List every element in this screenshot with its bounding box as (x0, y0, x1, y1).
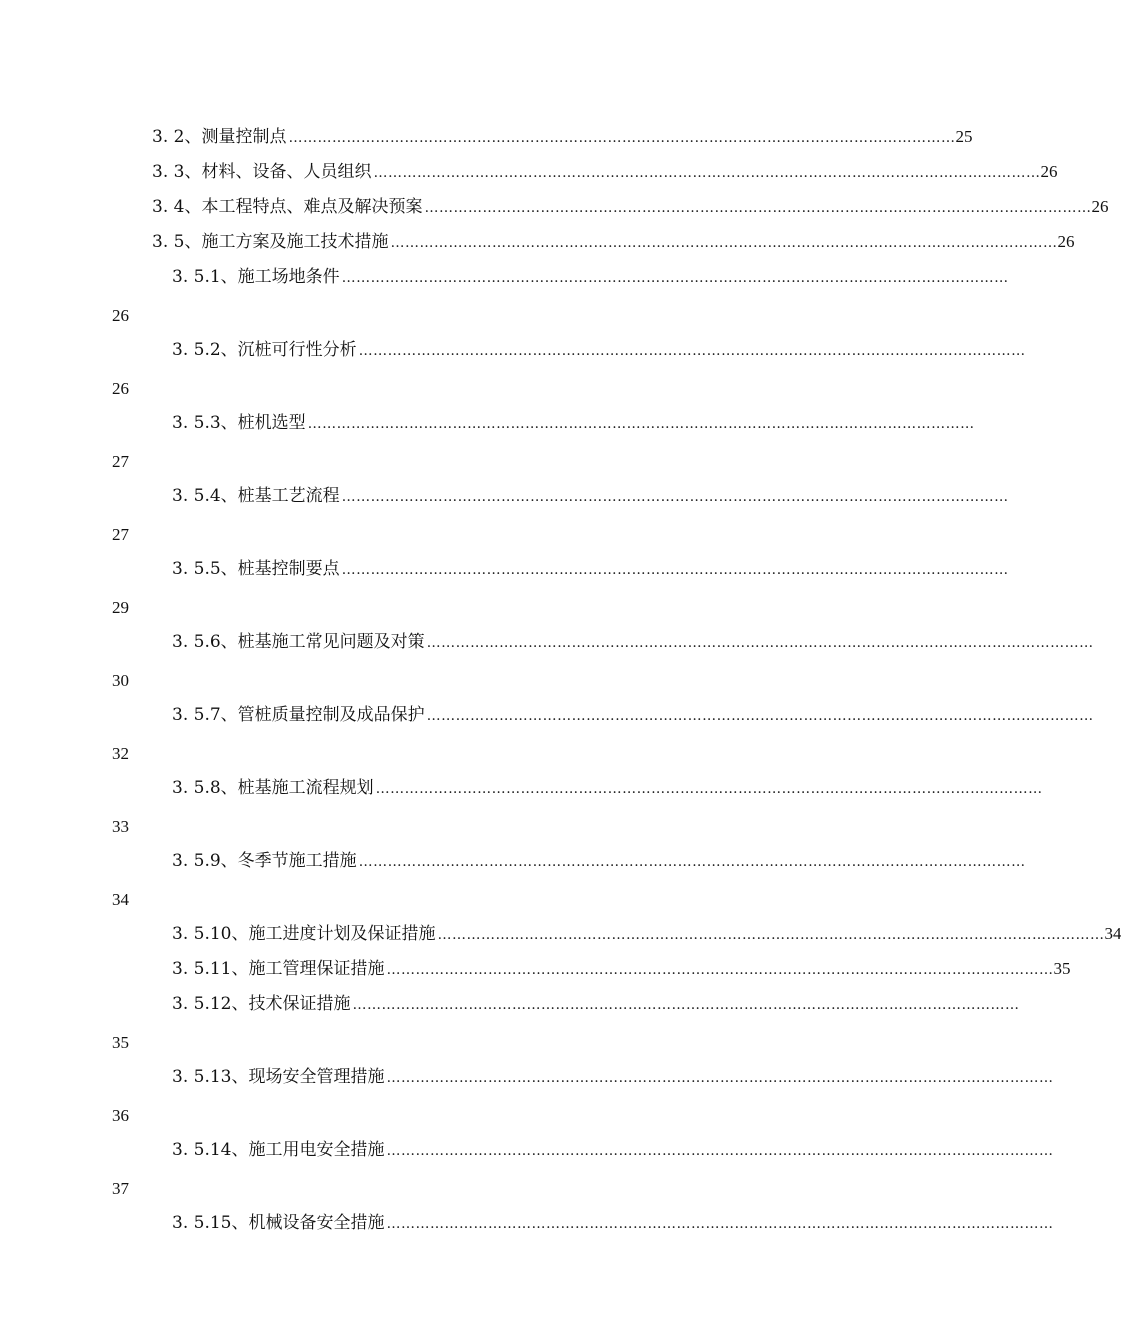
toc-entry-label: 3. 5.10、施工进度计划及保证措施 (172, 924, 436, 944)
toc-entry[interactable] (172, 1065, 1054, 1089)
toc-page-number: 30 (112, 671, 129, 690)
toc-page-number: 37 (112, 1179, 129, 1198)
toc-page-number: 25 (955, 127, 973, 146)
toc-page-number: 26 (1091, 197, 1109, 216)
toc-page-number: 29 (112, 598, 129, 617)
toc-entry[interactable] (172, 957, 1071, 981)
toc-leader-dots: ………………………………………………………………………………………………………………………… (341, 562, 1009, 578)
toc-leader-dots: ………………………………………………………………………………………………………………………… (358, 343, 1026, 359)
toc-entry-label: 3. 5.6、桩基施工常见问题及对策 (172, 632, 425, 652)
toc-entry-label: 3. 4、本工程特点、难点及解决预案 (152, 197, 423, 217)
toc-leader-dots: ………………………………………………………………………………………………………………………… (386, 1216, 1054, 1232)
toc-leader-dots: ………………………………………………………………………………………………………………………… (386, 1143, 1054, 1159)
toc-entry-label: 3. 5.2、沉桩可行性分析 (172, 340, 357, 360)
toc-entry[interactable] (152, 230, 1075, 254)
toc-page-number: 27 (112, 452, 129, 471)
toc-leader-dots: ………………………………………………………………………………………………………………………… (424, 200, 1092, 216)
toc-entry[interactable] (172, 557, 1009, 581)
toc-entry[interactable] (152, 125, 973, 149)
toc-entry-label: 3. 5.7、管桩质量控制及成品保护 (172, 705, 425, 725)
toc-leader-dots: ………………………………………………………………………………………………………………………… (390, 235, 1058, 251)
toc-entry[interactable] (152, 195, 1109, 219)
toc-page-number: 35 (1053, 959, 1071, 978)
toc-leader-dots: ………………………………………………………………………………………………………………………… (352, 997, 1020, 1013)
toc-page-number: 27 (112, 525, 129, 544)
toc-entry-label: 3. 5.5、桩基控制要点 (172, 559, 340, 579)
toc-leader-dots: ………………………………………………………………………………………………………………………… (341, 270, 1009, 286)
toc-entry[interactable] (172, 1211, 1054, 1235)
toc-entry-label: 3. 5.12、技术保证措施 (172, 994, 351, 1014)
toc-entry-label: 3. 5.4、桩基工艺流程 (172, 486, 340, 506)
toc-entry[interactable] (172, 484, 1009, 508)
toc-page-number: 33 (112, 817, 129, 836)
toc-leader-dots: ………………………………………………………………………………………………………………………… (341, 489, 1009, 505)
toc-entry-label: 3. 5.8、桩基施工流程规划 (172, 778, 374, 798)
toc-entry-label: 3. 5.1、施工场地条件 (172, 267, 340, 287)
toc-entry-label: 3. 5.14、施工用电安全措施 (172, 1140, 385, 1160)
toc-leader-dots: ………………………………………………………………………………………………………………………… (358, 854, 1026, 870)
toc-entry[interactable] (172, 630, 1094, 654)
toc-leader-dots: ………………………………………………………………………………………………………………………… (373, 165, 1041, 181)
toc-entry[interactable] (172, 338, 1026, 362)
toc-entry[interactable] (172, 1138, 1054, 1162)
toc-entry-label: 3. 5.3、桩机选型 (172, 413, 306, 433)
toc-entry-label: 3. 5、施工方案及施工技术措施 (152, 232, 389, 252)
toc-entry-label: 3. 5.13、现场安全管理措施 (172, 1067, 385, 1087)
toc-page-number: 26 (1057, 232, 1075, 251)
toc-page-number: 36 (112, 1106, 129, 1125)
toc-entry-label: 3. 5.11、施工管理保证措施 (172, 959, 385, 979)
toc-entry[interactable] (172, 411, 975, 435)
toc-leader-dots: ………………………………………………………………………………………………………………………… (426, 708, 1094, 724)
toc-entry[interactable] (172, 265, 1009, 289)
toc-entry[interactable] (172, 776, 1043, 800)
toc-entry[interactable] (172, 992, 1020, 1016)
toc-page-number: 34 (112, 890, 129, 909)
toc-leader-dots: ………………………………………………………………………………………………………………………… (386, 962, 1054, 978)
toc-entry-label: 3. 3、材料、设备、人员组织 (152, 162, 372, 182)
toc-leader-dots: ………………………………………………………………………………………………………………………… (437, 927, 1105, 943)
toc-page-number: 26 (112, 379, 129, 398)
toc-entry[interactable] (172, 703, 1094, 727)
toc-leader-dots: ………………………………………………………………………………………………………………………… (386, 1070, 1054, 1086)
toc-entry[interactable] (152, 160, 1058, 184)
toc-page-number: 32 (112, 744, 129, 763)
toc-page-number: 35 (112, 1033, 129, 1052)
toc-leader-dots: ………………………………………………………………………………………………………………………… (375, 781, 1043, 797)
toc-page-number: 26 (112, 306, 129, 325)
toc-leader-dots: ………………………………………………………………………………………………………………………… (426, 635, 1094, 651)
toc-entry-label: 3. 5.15、机械设备安全措施 (172, 1213, 385, 1233)
toc-entry-label: 3. 2、测量控制点 (152, 127, 287, 147)
toc-page-number: 26 (1040, 162, 1058, 181)
toc-entry[interactable] (172, 922, 1121, 946)
toc-page-number: 34 (1104, 924, 1121, 943)
toc-leader-dots: ………………………………………………………………………………………………………………………… (307, 416, 975, 432)
toc-leader-dots: ………………………………………………………………………………………………………………………… (288, 130, 956, 146)
toc-entry[interactable] (172, 849, 1026, 873)
toc-entry-label: 3. 5.9、冬季节施工措施 (172, 851, 357, 871)
